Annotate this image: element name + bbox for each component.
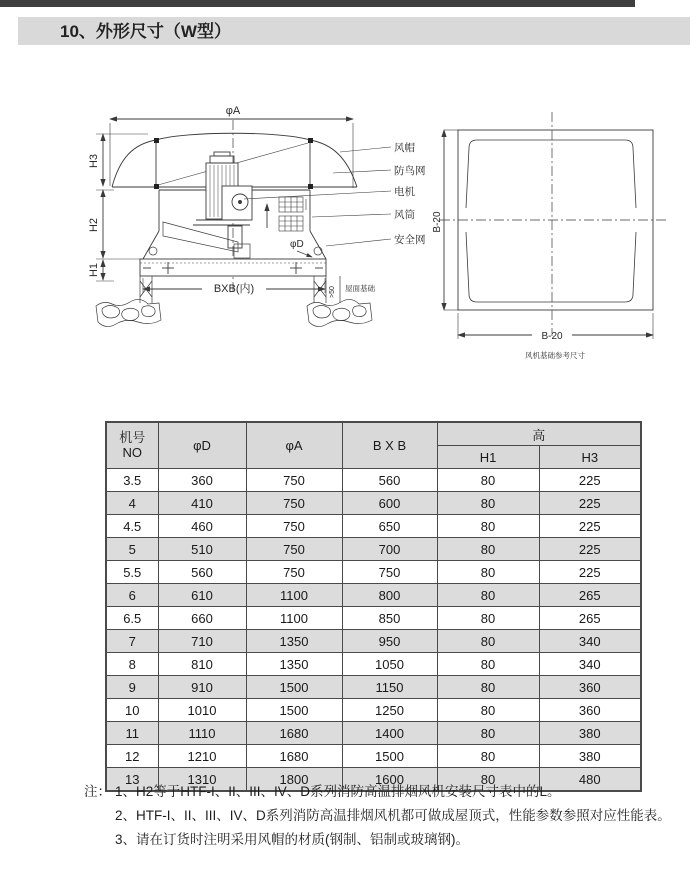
table-cell: 80 (437, 469, 539, 492)
table-cell: 80 (437, 653, 539, 676)
note-item-2: 2、HTF-I、II、III、IV、D系列消防高温排烟风机都可做成屋顶式，性能参数参照对应性能表。 (115, 808, 671, 823)
table-cell: 1350 (246, 630, 342, 653)
table-cell: 660 (158, 607, 246, 630)
table-row (106, 630, 641, 653)
table-cell: 600 (342, 492, 437, 515)
table-row (106, 722, 641, 745)
plan-caption: 风机基础参考尺寸 (525, 351, 585, 360)
roof-base-label: 屋面基础 (345, 284, 375, 293)
table-row (106, 745, 641, 768)
table-cell: 410 (158, 492, 246, 515)
table-row (106, 469, 641, 492)
table-cell: 4 (106, 492, 158, 515)
header-bxb: B X B (342, 422, 437, 469)
table-cell: 340 (539, 630, 641, 653)
table-cell: 510 (158, 538, 246, 561)
table-cell: 380 (539, 722, 641, 745)
table-cell: 1310 (158, 768, 246, 792)
table-cell: 650 (342, 515, 437, 538)
table-cell: 800 (342, 584, 437, 607)
dim-bxb-label: BXB(内) (213, 283, 255, 295)
table-row (106, 538, 641, 561)
table-cell: 5.5 (106, 561, 158, 584)
table-cell: 1400 (342, 722, 437, 745)
dimension-drawings (0, 0, 700, 380)
table-cell: 340 (539, 653, 641, 676)
note-item-1: 1、H2等于HTF-I、II、III、IV、D系列消防高温排烟风机安装尺寸表中的L。 (115, 784, 561, 799)
table-cell: 700 (342, 538, 437, 561)
table-cell: 9 (106, 676, 158, 699)
table-cell: 810 (158, 653, 246, 676)
base-frame (140, 259, 326, 276)
dimensions-table (105, 421, 642, 792)
header-phi-a: φA (246, 422, 342, 469)
table-cell: 750 (246, 492, 342, 515)
table-cell: 11 (106, 722, 158, 745)
table-cell: 950 (342, 630, 437, 653)
table-cell: 1010 (158, 699, 246, 722)
header-height-group: 高 (437, 422, 641, 446)
table-cell: 225 (539, 538, 641, 561)
table-cell: 750 (246, 515, 342, 538)
table-cell: 80 (437, 538, 539, 561)
table-cell: 5 (106, 538, 158, 561)
table-cell: 710 (158, 630, 246, 653)
table-cell: 1680 (246, 745, 342, 768)
table-cell: 360 (539, 699, 641, 722)
table-cell: 80 (437, 676, 539, 699)
table-cell: 750 (246, 538, 342, 561)
header-h3: H3 (539, 446, 641, 469)
table-cell: 750 (246, 561, 342, 584)
foundation-plan-diagram (440, 112, 668, 339)
table-cell: 80 (437, 722, 539, 745)
dim-gt50-label: >50 (329, 286, 336, 298)
table-cell: 80 (437, 745, 539, 768)
callout-bird-net: 防鸟网 (394, 165, 426, 177)
callout-safety-net: 安全网 (394, 234, 426, 246)
table-cell: 1600 (342, 768, 437, 792)
table-cell: 4.5 (106, 515, 158, 538)
table-cell: 460 (158, 515, 246, 538)
table-cell: 1680 (246, 722, 342, 745)
table-cell: 12 (106, 745, 158, 768)
table-cell: 80 (437, 630, 539, 653)
table-cell: 6 (106, 584, 158, 607)
dim-phi-d-label: φD (290, 239, 304, 250)
table-cell: 1100 (246, 607, 342, 630)
table-cell: 750 (342, 561, 437, 584)
table-body (106, 469, 641, 792)
table-cell: 80 (437, 768, 539, 792)
table-cell: 560 (342, 469, 437, 492)
table-cell: 480 (539, 768, 641, 792)
table-cell: 225 (539, 492, 641, 515)
roof-foundation-hatch (96, 299, 372, 326)
table-cell: 7 (106, 630, 158, 653)
table-cell: 380 (539, 745, 641, 768)
table-cell: 1210 (158, 745, 246, 768)
table-cell: 80 (437, 561, 539, 584)
table-cell: 80 (437, 699, 539, 722)
table-cell: 1500 (246, 676, 342, 699)
table-row (106, 676, 641, 699)
motor (193, 152, 252, 248)
table-cell: 13 (106, 768, 158, 792)
table-cell: 850 (342, 607, 437, 630)
table-row (106, 515, 641, 538)
dim-phi-a-label: φA (225, 105, 241, 117)
table-cell: 1150 (342, 676, 437, 699)
table-cell: 10 (106, 699, 158, 722)
table-cell: 80 (437, 584, 539, 607)
callout-leaders (244, 147, 391, 246)
dim-h3-label: H3 (88, 153, 100, 169)
nameplate-labels (279, 197, 306, 231)
dim-h2-label: H2 (88, 217, 100, 233)
table-cell: 80 (437, 515, 539, 538)
table-cell: 910 (158, 676, 246, 699)
table-cell: 3.5 (106, 469, 158, 492)
table-cell: 225 (539, 469, 641, 492)
fan-side-view-diagram (96, 119, 391, 327)
plan-dim-horizontal-label: B-20 (541, 331, 563, 342)
table-cell: 1050 (342, 653, 437, 676)
table-cell: 265 (539, 607, 641, 630)
table-cell: 265 (539, 584, 641, 607)
plan-dim-vertical-label: B-20 (432, 211, 443, 233)
table-cell: 8 (106, 653, 158, 676)
table-cell: 750 (246, 469, 342, 492)
callout-wind-cap: 风帽 (394, 142, 415, 154)
impeller-cone (163, 222, 238, 252)
table-cell: 80 (437, 607, 539, 630)
table-cell: 360 (539, 676, 641, 699)
table-cell: 1500 (342, 745, 437, 768)
header-model-no: 机号 NO (106, 422, 158, 469)
table-row (106, 607, 641, 630)
table-cell: 610 (158, 584, 246, 607)
table-row (106, 492, 641, 515)
table-cell: 1250 (342, 699, 437, 722)
notes-block (84, 780, 690, 852)
dim-h1-label: H1 (88, 262, 100, 278)
table-cell: 1800 (246, 768, 342, 792)
table-cell: 1110 (158, 722, 246, 745)
table-cell: 80 (437, 492, 539, 515)
callout-duct: 风筒 (394, 209, 415, 221)
table-row (106, 584, 641, 607)
table-cell: 1100 (246, 584, 342, 607)
note-item-3: 3、请在订货时注明采用风帽的材质(钢制、铝制或玻璃钢)。 (115, 832, 469, 847)
table-cell: 560 (158, 561, 246, 584)
table-cell: 225 (539, 515, 641, 538)
table-cell: 1500 (246, 699, 342, 722)
header-h1: H1 (437, 446, 539, 469)
notes-prefix: 注： (84, 784, 111, 799)
header-phi-d: φD (158, 422, 246, 469)
page-title: 10、外形尺寸（W型） (60, 22, 231, 41)
callout-motor: 电机 (394, 186, 415, 198)
table-row (106, 653, 641, 676)
table-cell: 360 (158, 469, 246, 492)
table-cell: 6.5 (106, 607, 158, 630)
table-row (106, 699, 641, 722)
table-cell: 225 (539, 561, 641, 584)
table-cell: 1350 (246, 653, 342, 676)
table-row (106, 561, 641, 584)
